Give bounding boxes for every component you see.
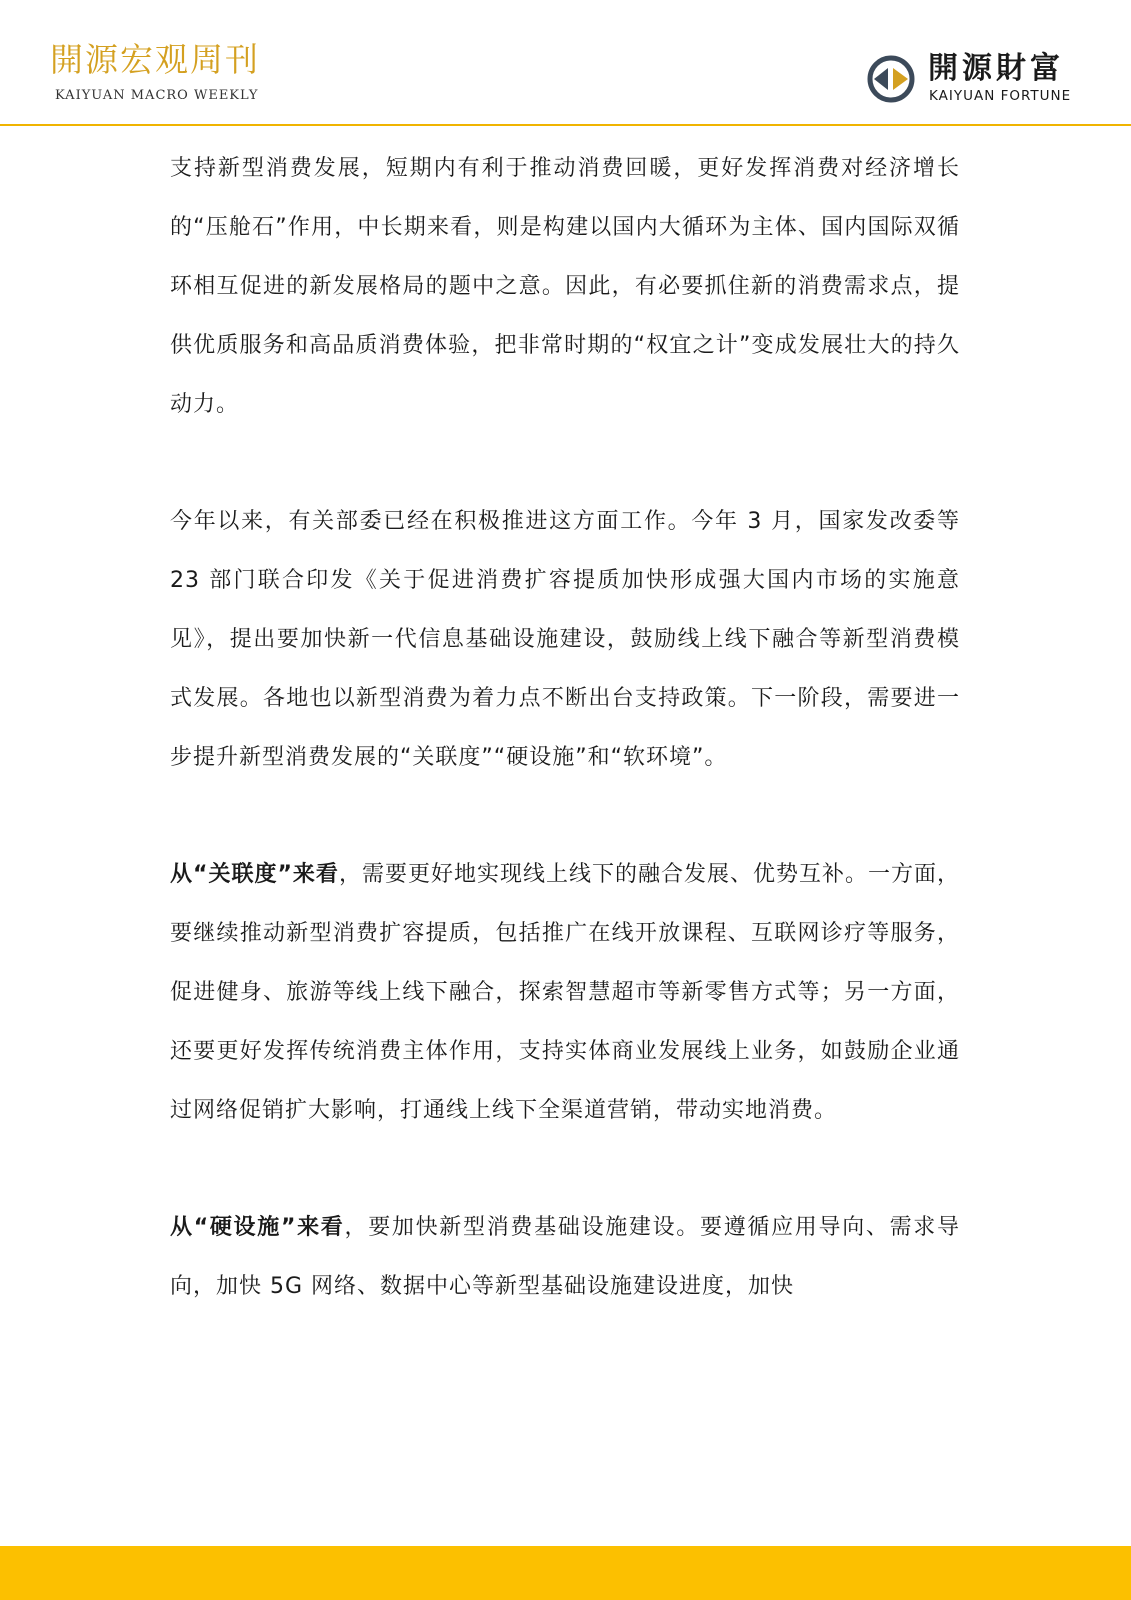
page-header bbox=[0, 0, 1131, 126]
paragraph bbox=[170, 845, 960, 1140]
footer-bar bbox=[0, 1546, 1131, 1600]
paragraph bbox=[170, 139, 960, 434]
paragraph-text: 今年以来，有关部委已经在积极推进这方面工作。今年 3 月，国家发改委等 23 部门联合印发《关于促进消费扩容提质加快形成强大国内市场的实施意见》，提出要加快新一代信息基础设施建设，鼓励线上线下融合等新型消费模式发展。各地也以新型消费为着力点不断出台支持政策。下一阶段，需要进一步提升新型消费发展的“关联度”“硬设施”和“软环境”。 bbox=[170, 509, 960, 770]
paragraph bbox=[170, 492, 960, 787]
paragraph-lead: 从“关联度”来看 bbox=[170, 862, 339, 887]
kaiyuan-logo-icon bbox=[866, 54, 916, 104]
brand-name-cn: 開源財富 bbox=[928, 51, 1064, 86]
paragraph bbox=[170, 1198, 960, 1316]
header-divider bbox=[0, 124, 1131, 126]
brand-logo bbox=[866, 50, 1096, 110]
brand-name-en: KAIYUAN FORTUNE bbox=[929, 88, 1072, 104]
paragraph-text: ，要加快新型消费基础设施建设。要遵循应用导向、需求导向，加快 5G 网络、数据中心等新型基础设施建设进度，加快 bbox=[170, 1215, 960, 1299]
article-body bbox=[170, 139, 960, 1374]
publication-subtitle: KAIYUAN MACRO WEEKLY bbox=[55, 88, 259, 103]
paragraph-text: 支持新型消费发展，短期内有利于推动消费回暖，更好发挥消费对经济增长的“压舱石”作用，中长期来看，则是构建以国内大循环为主体、国内国际双循环相互促进的新发展格局的题中之意。因此，有必要抓住新的消费需求点，提供优质服务和高品质消费体验，把非常时期的“权宜之计”变成发展壮大的持久动力。 bbox=[170, 156, 960, 417]
paragraph-lead: 从“硬设施”来看 bbox=[170, 1215, 345, 1240]
publication-title: 開源宏观周刊 bbox=[50, 40, 260, 79]
paragraph-text: ，需要更好地实现线上线下的融合发展、优势互补。一方面，要继续推动新型消费扩容提质，包括推广在线开放课程、互联网诊疗等服务，促进健身、旅游等线上线下融合，探索智慧超市等新零售方式等；另一方面，还要更好发挥传统消费主体作用，支持实体商业发展线上业务，如鼓励企业通过网络促销扩大影响，打通线上线下全渠道营销，带动实地消费。 bbox=[170, 862, 960, 1123]
